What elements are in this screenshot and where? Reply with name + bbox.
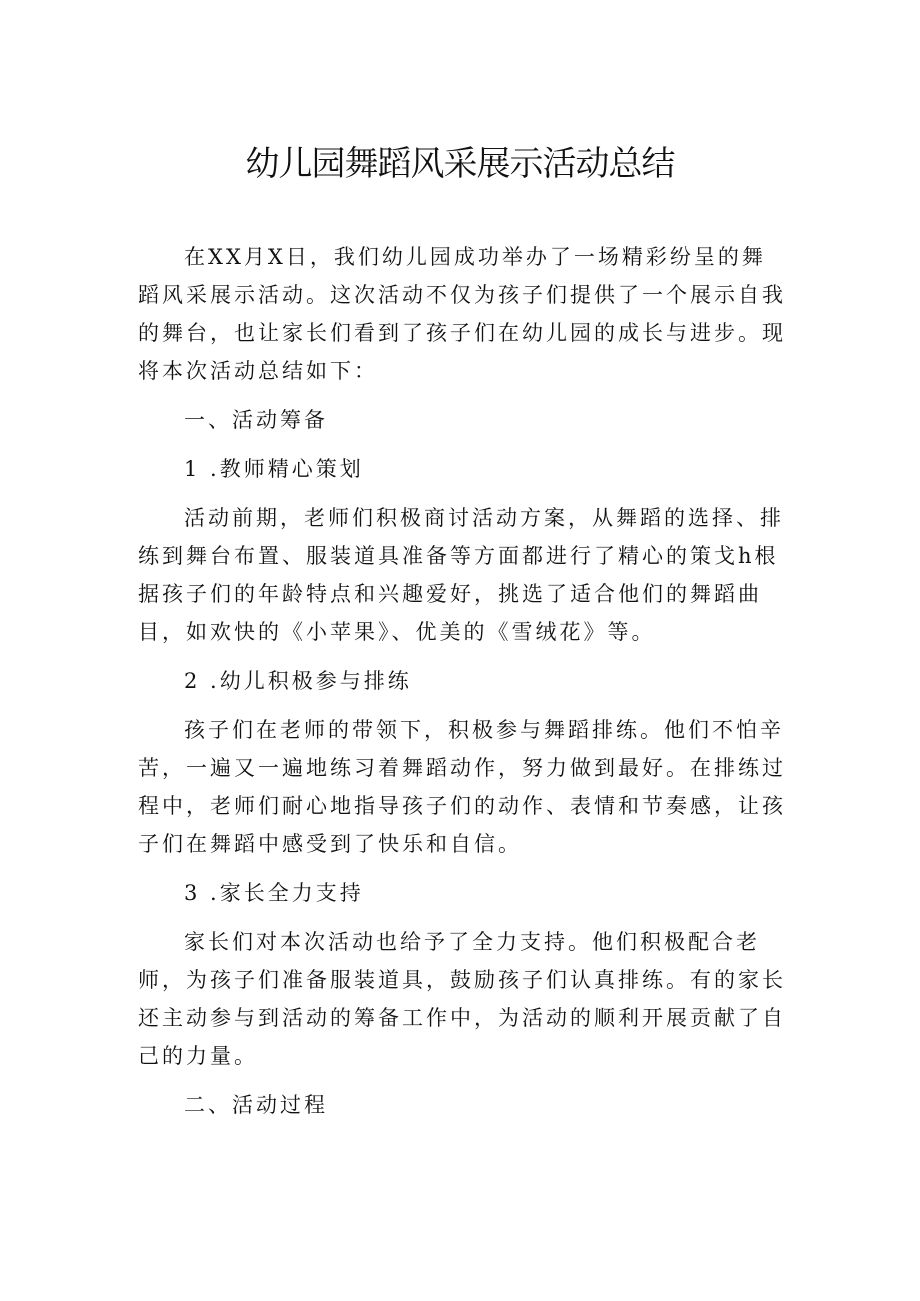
section-heading-process: 二、活动过程 bbox=[184, 1093, 328, 1117]
paragraph-parent-support: 家长们对本次活动也给予了全力支持。他们积极配合老师，为孩子们准备服装道具，鼓励孩子们认真排练。有的家长还主动参与到活动的筹备工作中，为活动的顺利开展贡献了自己的力量。 bbox=[138, 930, 786, 1068]
subheading-children-rehearsal: 2 .幼儿积极参与排练 bbox=[184, 669, 412, 693]
subheading-parent-support: 3 .家长全力支持 bbox=[184, 881, 364, 905]
subheading-teacher-planning: 1 .教师精心策划 bbox=[184, 457, 364, 481]
paragraph-children-rehearsal: 孩子们在老师的带领下，积极参与舞蹈排练。他们不怕辛苦，一遍又一遍地练习着舞蹈动作，努力做到最好。在排练过程中，老师们耐心地指导孩子们的动作、表情和节奏感，让孩子们在舞蹈中感受到了快乐和自信。 bbox=[138, 718, 786, 856]
paragraph-teacher-planning: 活动前期，老师们积极商讨活动方案，从舞蹈的选择、排练到舞台布置、服装道具准备等方面都进行了精心的策戈h根据孩子们的年龄特点和兴趣爱好，挑选了适合他们的舞蹈曲目，如欢快的《小苹果》、优美的《雪绒花》等。 bbox=[138, 506, 784, 644]
section-heading-preparation: 一、活动筹备 bbox=[184, 408, 328, 432]
document-body bbox=[138, 238, 788, 1135]
intro-paragraph: 在XX月X日，我们幼儿园成功举办了一场精彩纷呈的舞蹈风采展示活动。这次活动不仅为孩子们提供了一个展示自我的舞台，也让家长们看到了孩子们在幼儿园的成长与进步。现将本次活动总结如下： bbox=[138, 245, 786, 383]
document-title: 幼儿园舞蹈风采展示活动总结 bbox=[245, 144, 675, 184]
